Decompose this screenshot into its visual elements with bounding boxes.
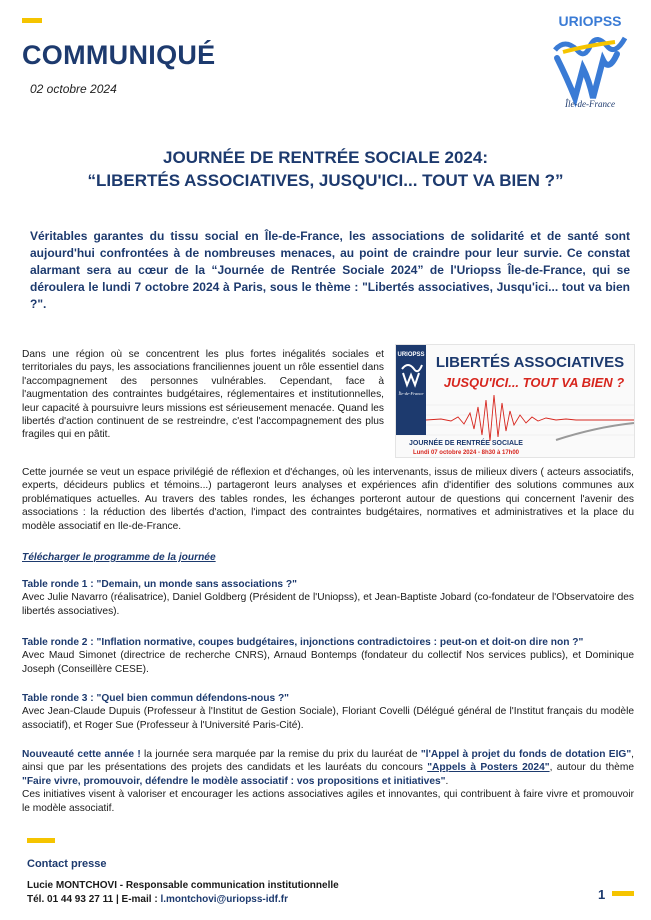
- nouveaute-text-3: , autour du thème: [549, 762, 634, 774]
- contest-theme: "Faire vivre, promouvoir, défendre le modèle associatif : vos propositions et initiatives": [22, 775, 446, 787]
- banner-logo-text: URIOPSS: [397, 352, 425, 358]
- table-ronde-3-speakers: Avec Jean-Claude Dupuis (Professeur à l'Institut de Gestion Sociale), Floriant Covelli (Délégué général de l'Institut français du modèle associatif), et Roger Sue (Professeur à l'Université Paris-Cité).: [22, 706, 634, 731]
- table-ronde-2: [22, 636, 634, 676]
- contact-email-link[interactable]: l.montchovi@uriopss-idf.fr: [160, 894, 288, 905]
- table-ronde-3: [22, 692, 634, 732]
- nouveaute-paragraph: [22, 748, 634, 815]
- headline: [0, 146, 651, 192]
- uriopss-logo: [545, 10, 635, 110]
- table-ronde-3-title: Table ronde 3 : "Quel bien commun défendons-nous ?": [22, 693, 290, 704]
- page-title: COMMUNIQUÉ: [22, 40, 216, 70]
- footer-accent-bar: [27, 838, 55, 843]
- intro-paragraph: Véritables garantes du tissu social en Île-de-France, les associations de solidarité et de santé sont aujourd'hui confrontées à de nombreuses menaces, au point de craindre pour leur survie. Ce constat alarmant sera au cœur de la “Journée de Rentrée Sociale 2024” de l'Uriopss Île-de-France, qui se déroulera le lundi 7 octobre 2024 à Paris, sous le thème : "Libertés associatives, Jusqu'ici... tout va bien ?".: [30, 229, 630, 311]
- nouveaute-text-1: la journée sera marquée par la remise du prix du lauréat de: [140, 749, 421, 760]
- nouveaute-text-4: .: [445, 775, 449, 787]
- event-description-paragraph: Cette journée se veut un espace privilégié de réflexion et d'échanges, où les intervenants, issus de milieux divers ( acteurs associatifs, experts, décideurs publics et témoins...) partageront leurs analyses et expériences afin d'identifier des solutions communes aux problématiques actuelles. Au travers des tables rondes, les échanges porteront autour de questions qui concernent l'avenir des associations : la réduction des libertés d'action, l'impact des contraintes budgétaires, normatives et administratives et la place du modèle associatif en Ile-de-France.: [22, 467, 634, 532]
- posters-contest-link[interactable]: "Appels à Posters 2024": [427, 762, 550, 774]
- contact-phone: Tél. 01 44 93 27 11 | E-mail :: [27, 894, 161, 905]
- headline-line-2: “LIBERTÉS ASSOCIATIVES, JUSQU'ICI... TOUT VA BIEN ?”: [87, 171, 564, 190]
- contact-details: [27, 894, 288, 905]
- headline-line-1: JOURNÉE DE RENTRÉE SOCIALE 2024:: [163, 148, 488, 167]
- page-number-accent: [612, 891, 634, 896]
- context-paragraph: Dans une région où se concentrent les plus fortes inégalités sociales et territoriales du pays, les associations franciliennes jouent un rôle essentiel dans l'accompagnement des personnes vulnérables. Cependant, face à l'augmentation des contraintes budgétaires, réglementaires et institutionnelles, leur capacité à poursuivre leurs missions est sérieusement menacée. Quand les libertés d'action continuent de se restreindre, c'est l'accompagnement des plus fragiles qui en pâtit.: [22, 349, 384, 441]
- contact-name: Lucie MONTCHOVI - Responsable communication institutionnelle: [27, 880, 339, 891]
- table-ronde-1-title: Table ronde 1 : "Demain, un monde sans associations ?": [22, 579, 297, 590]
- header-accent-bar: [22, 18, 42, 23]
- event-banner-image: [395, 344, 635, 458]
- logo-text: URIOPSS: [558, 13, 622, 29]
- table-ronde-2-title: Table ronde 2 : "Inflation normative, coupes budgétaires, injonctions contradictoires : peut-on et doit-on dire non ?": [22, 637, 584, 648]
- prize-name: "l'Appel à projet du fonds de dotation EIG": [420, 749, 632, 760]
- banner-when: Lundi 07 octobre 2024 - 8h30 à 17h00: [412, 450, 520, 456]
- banner-event: JOURNÉE DE RENTRÉE SOCIALE: [409, 440, 523, 447]
- download-programme-link[interactable]: Télécharger le programme de la journée: [22, 552, 216, 563]
- banner-subtitle: JUSQU'ICI... TOUT VA BIEN ?: [443, 375, 625, 390]
- table-ronde-1-speakers: Avec Julie Navarro (réalisatrice), Daniel Goldberg (Président de l'Uniopss), et Jean-Baptiste Jobard (co-fondateur de l'Observatoire des libertés associatives).: [22, 592, 634, 617]
- logo-subtext: Île-de-France: [565, 99, 615, 109]
- banner-logo-subtext: Île-de-France: [398, 391, 424, 396]
- nouveaute-closing: Ces initiatives visent à valoriser et encourager les actions associatives agiles et innovantes, qui contribuent à faire vivre et promouvoir le modèle associatif.: [22, 789, 634, 814]
- nouveaute-text-2: , ainsi que par les présentations des projets des candidats et les lauréats du concours: [22, 749, 634, 774]
- publication-date: 02 octobre 2024: [30, 82, 117, 96]
- page-number: 1: [598, 887, 606, 902]
- nouveaute-lead: Nouveauté cette année !: [22, 749, 141, 760]
- table-ronde-1: [22, 578, 634, 618]
- table-ronde-2-speakers: Avec Maud Simonet (directrice de recherche CNRS), Arnaud Bontemps (fondateur du collectif Nos services publics), et Dominique Joseph (Conseillère CESE).: [22, 650, 634, 675]
- contact-title: Contact presse: [27, 858, 107, 870]
- banner-title: LIBERTÉS ASSOCIATIVES: [435, 354, 625, 371]
